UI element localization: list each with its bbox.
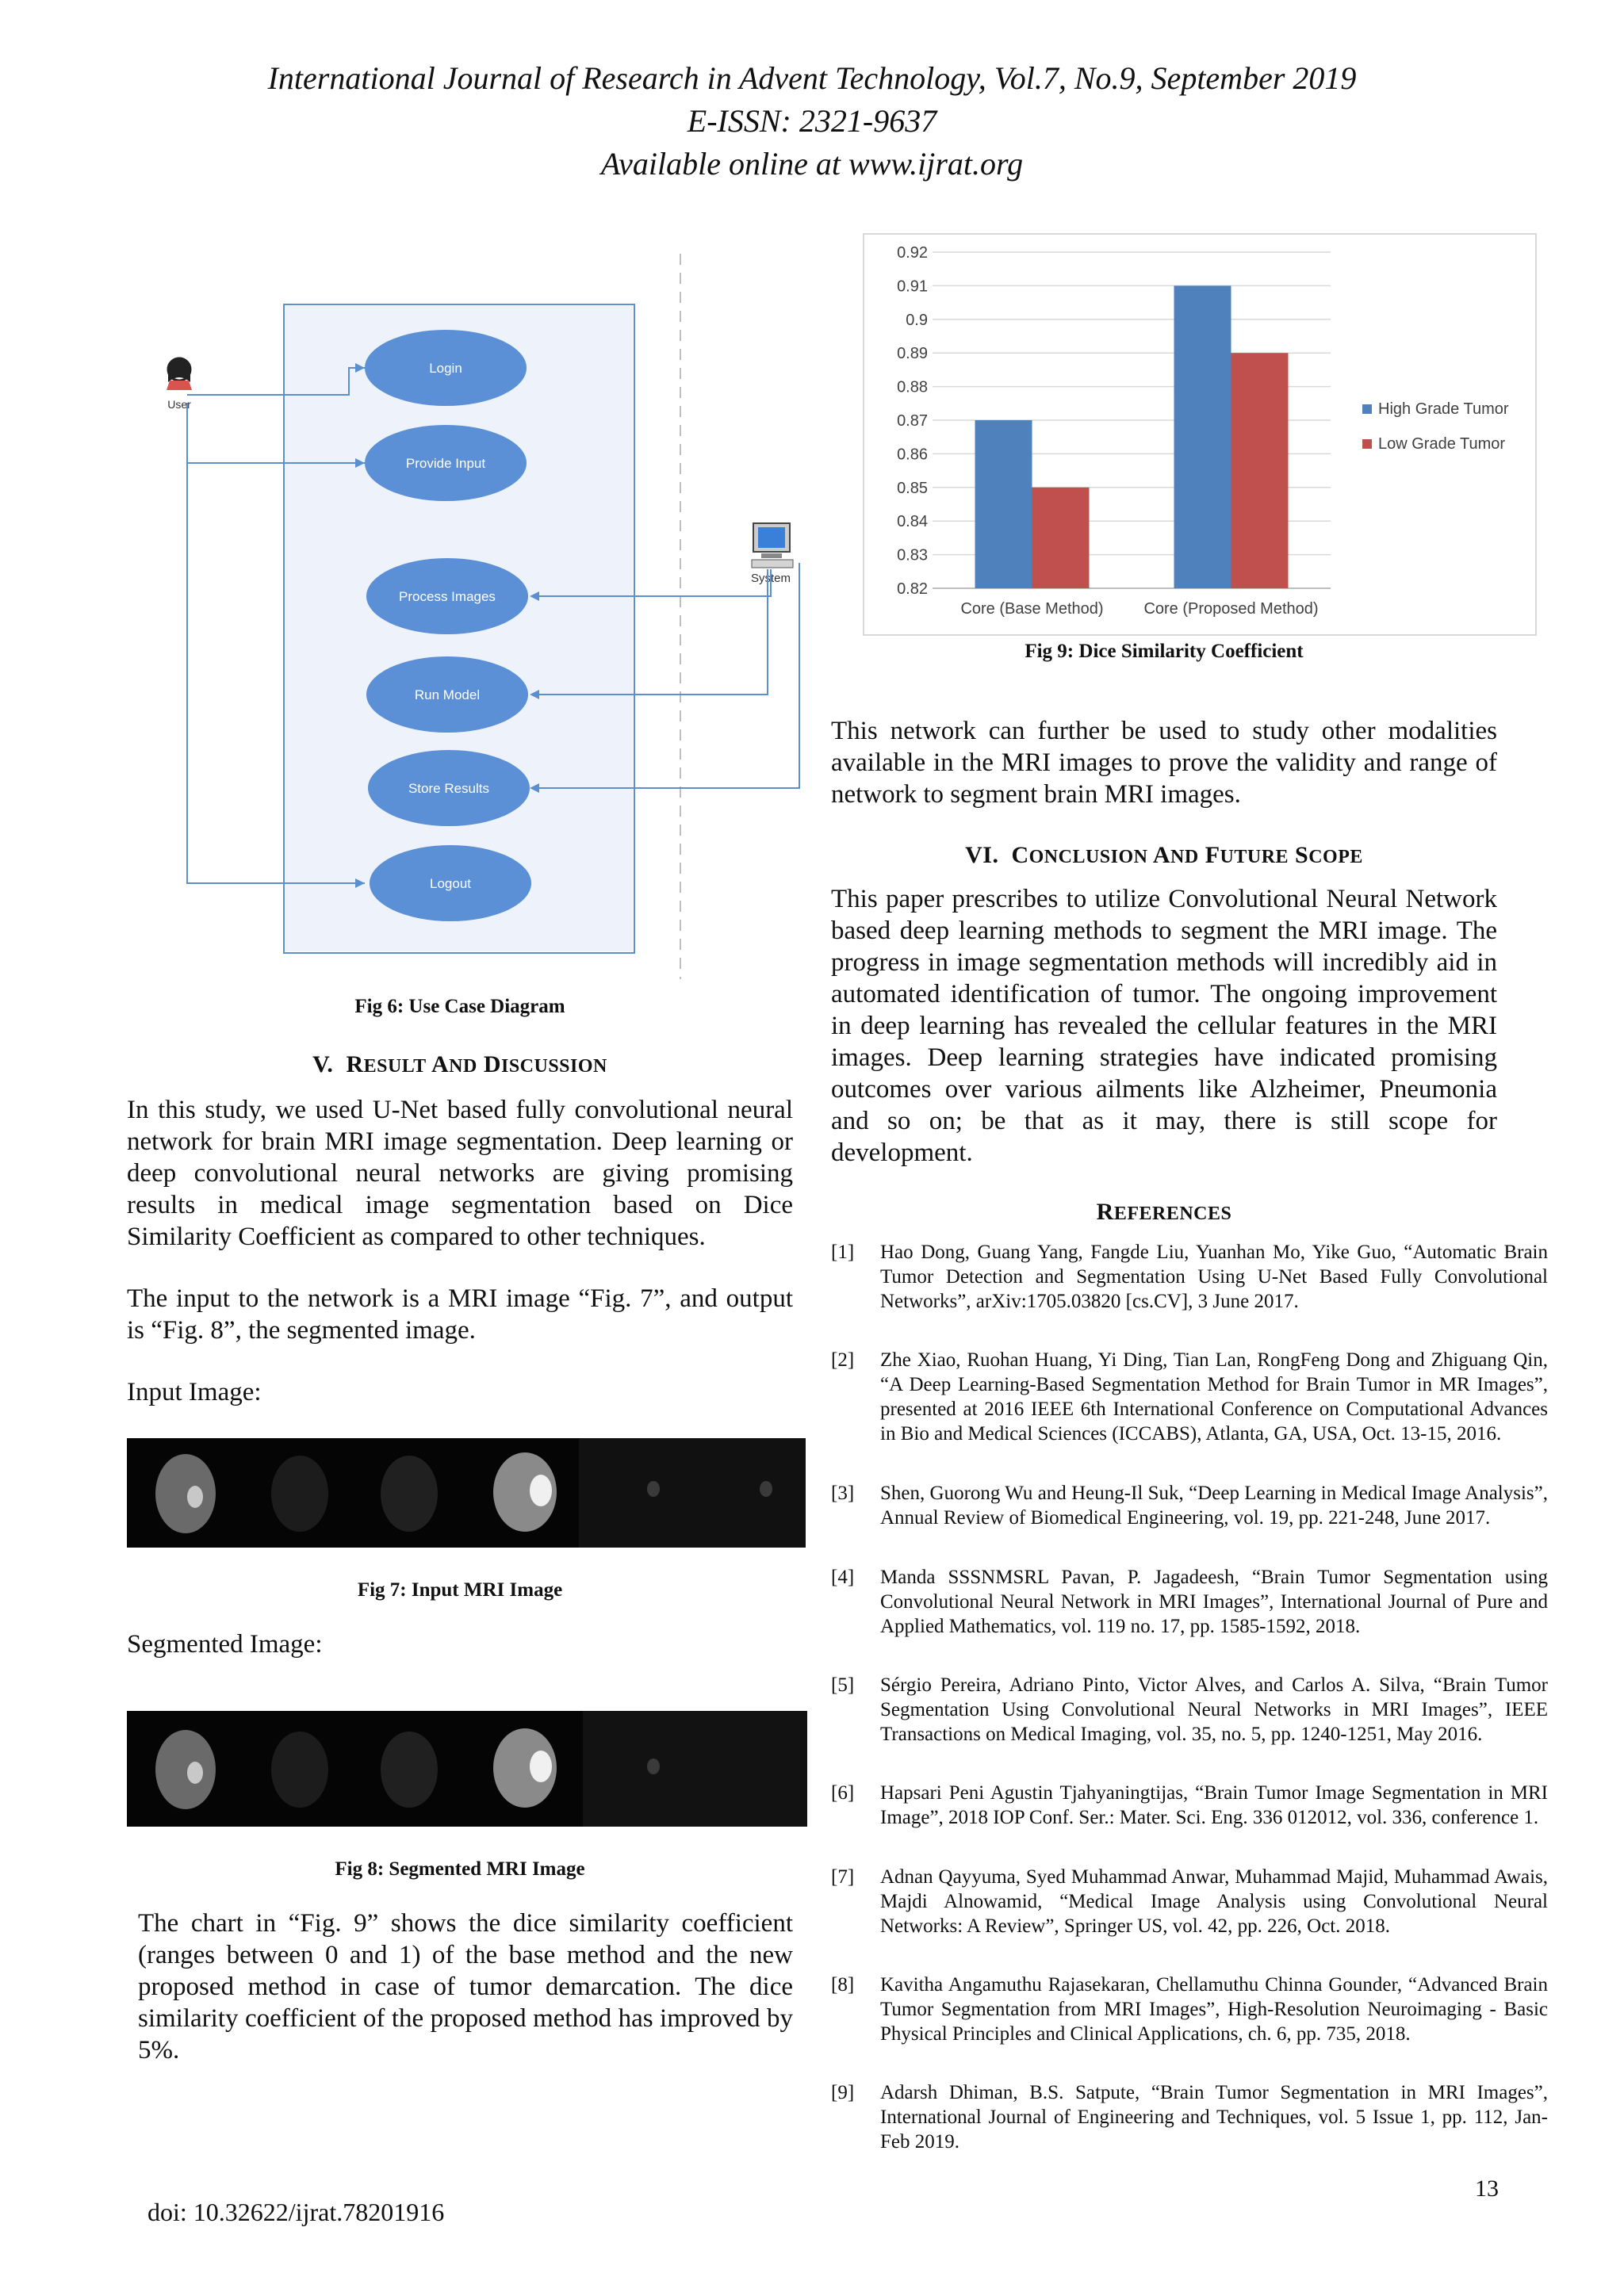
user-actor-icon [167, 357, 192, 390]
reference-number: [1] [831, 1242, 855, 1263]
sc-cap: F [1205, 842, 1220, 868]
reference-number: [2] [831, 1349, 855, 1371]
use-case-login [365, 330, 527, 406]
sc-rest: ND [1170, 847, 1199, 867]
reference-text: Shen, Guorong Wu and Heung-Il Suk, “Deep Learning in Medical Image Analysis”, Annual Review of Biomedical Engineering, vol. 19, pp. 221-248, June 2017. [880, 1483, 1548, 1529]
section5-number: V. [312, 1051, 334, 1077]
section5-paragraph-3: The chart in “Fig. 9” shows the dice similarity coefficient (ranges between 0 and 1) of the base method and the new proposed method in case of tumor demarcation. The dice similarity coefficient of the proposed method has improved by 5%. [138, 1909, 793, 2064]
use-case-logout-label: Logout [430, 876, 471, 891]
y-tick-label: 0.85 [897, 479, 928, 497]
fig8-segmented-mri-image [127, 1711, 807, 1827]
y-tick-label: 0.86 [897, 446, 928, 464]
fig6-caption: Fig 6: Use Case Diagram [354, 996, 565, 1017]
bar-low-grade-tumor [1231, 353, 1289, 588]
y-tick-label: 0.82 [897, 580, 928, 598]
reference-text: Sérgio Pereira, Adriano Pinto, Victor Alves, and Carlos A. Silva, “Brain Tumor Segmentation Using Convolutional Neural Networks in MRI Images”, IEEE Transactions on Medical Imaging, vol. 35, no. 5, pp. 1240-1251, May 2016. [880, 1674, 1548, 1745]
section6-paragraph-1: This paper prescribes to utilize Convolutional Neural Network based deep learning methods to segment the MRI image. The progress in image segmentation methods will incredibly aid in automated identification of tumor. The ongoing improvement in deep learning has revealed the cellular features in the MRI images. Deep learning strategies have indicated promising outcomes over various ailments like Alzheimer, Pneumonia and so on; be that as it may, there is still scope for development. [831, 885, 1497, 1167]
reference-text: Adarsh Dhiman, B.S. Satpute, “Brain Tumor Segmentation in MRI Images”, International Journal of Engineering and Techniques, vol. 5 Issue 1, pp. 112, Jan-Feb 2019. [880, 2082, 1548, 2152]
reference-text: Hao Dong, Guang Yang, Fangde Liu, Yuanhan Mo, Yike Guo, “Automatic Brain Tumor Detection and Segmentation Using U-Net Based Fully Convolutional Networks”, arXiv:1705.03820 [cs.CV], 3 June 2017. [880, 1242, 1548, 1312]
y-tick-label: 0.83 [897, 546, 928, 564]
y-tick-label: 0.88 [897, 378, 928, 396]
fig9-dice-chart [863, 233, 1537, 636]
x-tick-label: Core (Base Method) [960, 600, 1104, 618]
segmented-image-label: Segmented Image: [127, 1630, 323, 1659]
reference-number: [3] [831, 1483, 855, 1504]
y-tick-label: 0.89 [897, 345, 928, 363]
legend-label: Low Grade Tumor [1378, 435, 1506, 453]
section6-heading [831, 842, 1497, 869]
x-tick-label: Core (Proposed Method) [1143, 600, 1319, 618]
fig7-caption: Fig 7: Input MRI Image [357, 1579, 563, 1601]
section6-number: VI. [965, 842, 999, 868]
section5-heading [127, 1051, 793, 1078]
sc-rest: COPE [1308, 847, 1363, 867]
use-case-provide-input [365, 425, 527, 501]
sc-rest: ND [449, 1056, 477, 1077]
fig8-caption: Fig 8: Segmented MRI Image [335, 1858, 585, 1880]
references-heading [831, 1199, 1497, 1226]
use-case-store-results [368, 750, 530, 826]
sc-cap: A [1152, 842, 1171, 868]
sc-cap: R [1096, 1199, 1114, 1225]
sc-rest: UTURE [1220, 847, 1289, 867]
sc-cap: A [431, 1051, 450, 1077]
use-case-run-model [366, 656, 528, 733]
journal-issn: E-ISSN: 2321-9637 [687, 103, 937, 139]
reference-text: Manda SSSNMSRL Pavan, P. Jagadeesh, “Brain Tumor Segmentation using Convolutional Neural Network in MRI Images”, International Journal of Pure and Applied Mathematics, vol. 119 no. 17, pp. 1585-1592, 2018. [880, 1567, 1548, 1637]
reference-text: Zhe Xiao, Ruohan Huang, Yi Ding, Tian Lan, RongFeng Dong and Zhiguang Qin, “A Deep Learning-Based Segmentation Method for Brain Tumor in MR Images”, presented at 2016 IEEE 6th International Conference on Computational Advances in Bio and Medical Sciences (ICCABS), Atlanta, GA, USA, Oct. 13-15, 2016. [880, 1349, 1548, 1445]
right-paragraph-1: This network can further be used to study other modalities available in the MRI images to prove the validity and range of network to segment brain MRI images. [831, 717, 1497, 809]
use-case-provide-input-label: Provide Input [405, 456, 486, 471]
sc-cap: C [1011, 842, 1029, 868]
system-actor-icon [752, 523, 793, 568]
use-case-diagram [151, 254, 825, 983]
sc-rest: EFERENCES [1113, 1203, 1232, 1224]
reference-number: [5] [831, 1674, 855, 1696]
reference-number: [7] [831, 1866, 855, 1888]
fig9-caption: Fig 9: Dice Similarity Coefficient [1025, 641, 1304, 662]
reference-number: [9] [831, 2082, 855, 2103]
use-case-run-model-label: Run Model [414, 687, 481, 702]
sc-rest: ONCLUSION [1028, 847, 1148, 867]
use-case-login-label: Login [429, 361, 462, 376]
use-case-store-results-label: Store Results [408, 781, 490, 796]
sc-cap: D [483, 1051, 501, 1077]
reference-number: [4] [831, 1567, 855, 1588]
input-image-label: Input Image: [127, 1378, 262, 1406]
y-tick-label: 0.92 [897, 244, 928, 262]
doi-footer: doi: 10.32622/ijrat.78201916 [147, 2198, 445, 2226]
sc-cap: R [346, 1051, 364, 1077]
legend-label: High Grade Tumor [1378, 400, 1509, 418]
y-tick-label: 0.91 [897, 277, 928, 296]
reference-text: Adnan Qayyuma, Syed Muhammad Anwar, Muhammad Majid, Muhammad Awais, Majdi Alnowamid, “Medical Image Analysis using Convolutional Neural Networks: A Review”, Springer US, vol. 42, pp. 226, Oct. 2018. [880, 1866, 1548, 1937]
page-number: 13 [1475, 2175, 1499, 2202]
bar-high-grade-tumor [975, 420, 1032, 588]
sc-cap: S [1295, 842, 1309, 868]
y-tick-label: 0.87 [897, 412, 928, 430]
sc-rest: ESULT [363, 1056, 427, 1077]
reference-text: Hapsari Peni Agustin Tjahyaningtijas, “Brain Tumor Image Segmentation in MRI Image”, 2018 IOP Conf. Ser.: Mater. Sci. Eng. 336 012012, vol. 336, conference 1. [880, 1782, 1548, 1828]
journal-title: International Journal of Research in Advent Technology, Vol.7, No.9, September 2019 [267, 60, 1357, 96]
reference-number: [6] [831, 1782, 855, 1804]
reference-text: Kavitha Angamuthu Rajasekaran, Chellamuthu Chinna Gounder, “Advanced Brain Tumor Segmentation from MRI Images”, High-Resolution Neuroimaging - Basic Physical Principles and Clinical Applications, ch. 6, pp. 735, 2018. [880, 1974, 1548, 2045]
journal-website: Available online at www.ijrat.org [600, 146, 1024, 182]
actor-system-label: System [750, 572, 791, 585]
fig7-input-mri-image [127, 1438, 806, 1548]
use-case-process-images-label: Process Images [399, 589, 496, 604]
bar-low-grade-tumor [1032, 488, 1090, 588]
journal-header [0, 57, 1624, 186]
actor-user-label: User [167, 398, 191, 411]
sc-rest: ISCUSSION [500, 1056, 607, 1077]
use-case-logout [370, 845, 531, 921]
y-tick-label: 0.84 [897, 513, 928, 531]
use-case-process-images [366, 558, 528, 634]
section5-paragraph-1: In this study, we used U-Net based fully convolutional neural network for brain MRI image segmentation. Deep learning or deep convolutional neural networks are giving promising results in medical image segmentation based on Dice Similarity Coefficient as compared to other techniques. [127, 1096, 793, 1251]
legend-swatch [1362, 439, 1372, 449]
legend-swatch [1362, 404, 1372, 414]
section5-paragraph-2: The input to the network is a MRI image “Fig. 7”, and output is “Fig. 8”, the segmented image. [127, 1284, 793, 1345]
bar-high-grade-tumor [1174, 285, 1231, 588]
reference-number: [8] [831, 1974, 855, 1996]
y-tick-label: 0.9 [906, 311, 928, 329]
